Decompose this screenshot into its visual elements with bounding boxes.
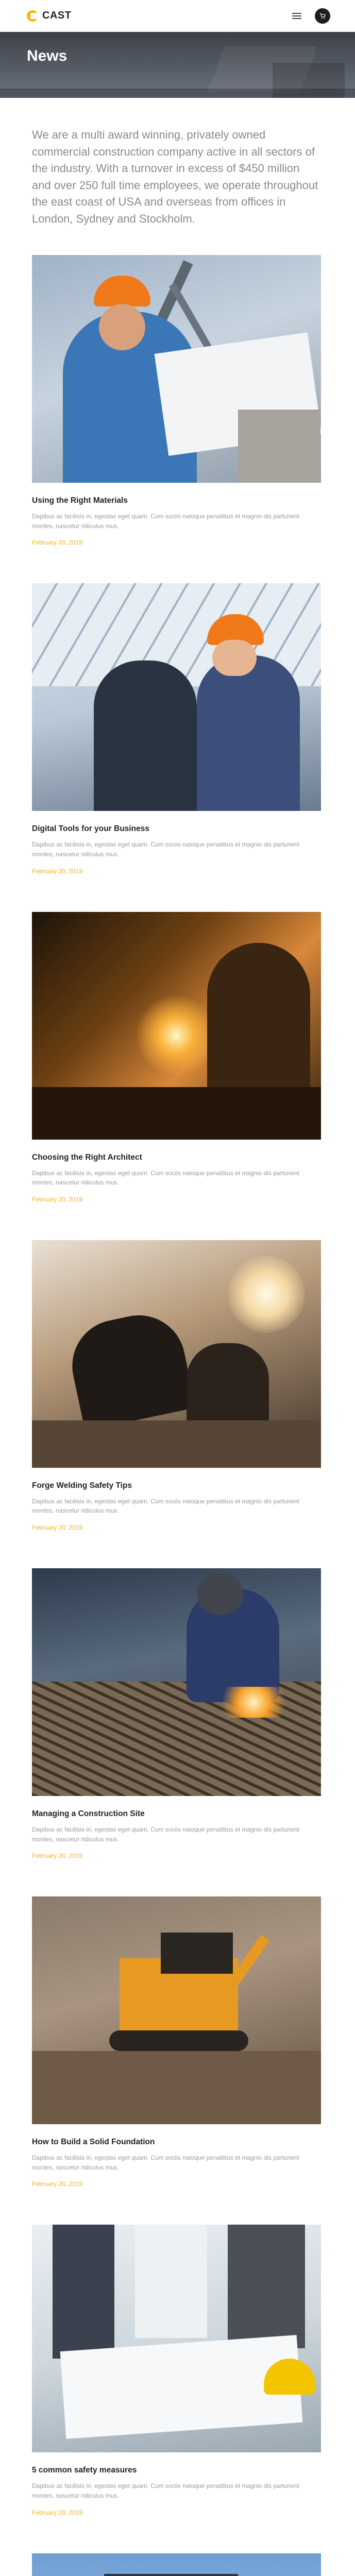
post-excerpt: Dapibus ac facilisis in, egestas eget quam. Cum sociis natoque penatibus et magnis dis parturient montes, nascetur ridiculus mus. [32, 2154, 299, 2171]
post-card [32, 2225, 321, 2516]
post-image-glass-roof[interactable] [32, 583, 321, 811]
post-title[interactable]: How to Build a Solid Foundation [32, 2138, 155, 2147]
post-title[interactable]: Digital Tools for your Business [32, 824, 149, 834]
menu-icon[interactable] [292, 13, 301, 19]
page-hero [0, 32, 355, 98]
site-header [0, 0, 355, 32]
post-date[interactable]: February 20, 2019 [32, 867, 83, 875]
post-date[interactable]: February 20, 2019 [32, 1195, 83, 1203]
post-date[interactable]: February 20, 2019 [32, 539, 83, 547]
post-title[interactable]: Forge Welding Safety Tips [32, 1481, 132, 1490]
post-image-team-plans[interactable] [32, 2225, 321, 2452]
page-title: News [27, 47, 67, 64]
post-card [32, 1240, 321, 1531]
post-title[interactable]: Using the Right Materials [32, 496, 128, 505]
post-image-rebar-welder[interactable] [32, 1568, 321, 1796]
cart-icon [319, 12, 326, 20]
post-title[interactable]: Choosing the Right Architect [32, 1153, 142, 1162]
post-excerpt: Dapibus ac facilisis in, egestas eget quam. Cum sociis natoque penatibus et magnis dis parturient montes, nascetur ridiculus mus. [32, 841, 299, 858]
post-image-welder[interactable] [32, 912, 321, 1140]
post-excerpt: Dapibus ac facilisis in, egestas eget quam. Cum sociis natoque penatibus et magnis dis parturient montes, nascetur ridiculus mus. [32, 2482, 299, 2499]
post-date[interactable]: February 20, 2019 [32, 2509, 83, 2516]
post-excerpt: Dapibus ac facilisis in, egestas eget quam. Cum sociis natoque penatibus et magnis dis parturient montes, nascetur ridiculus mus. [32, 1169, 299, 1187]
post-excerpt: Dapibus ac facilisis in, egestas eget quam. Cum sociis natoque penatibus et magnis dis parturient montes, nascetur ridiculus mus. [32, 513, 299, 530]
post-image-excavator[interactable] [32, 1896, 321, 2124]
logo-icon [27, 10, 38, 22]
posts-list [0, 255, 355, 2576]
post-date[interactable]: February 20, 2019 [32, 1852, 83, 1860]
site-logo[interactable] [27, 10, 71, 22]
post-excerpt: Dapibus ac facilisis in, egestas eget quam. Cum sociis natoque penatibus et magnis dis parturient montes, nascetur ridiculus mus. [32, 1497, 299, 1515]
logo-text: CAST [42, 10, 72, 21]
post-image-workers-sunset[interactable] [32, 1240, 321, 1468]
cart-button[interactable] [315, 8, 330, 24]
post-title[interactable]: Managing a Construction Site [32, 1809, 145, 1819]
post-image-engineer[interactable] [32, 255, 321, 483]
post-excerpt: Dapibus ac facilisis in, egestas eget quam. Cum sociis natoque penatibus et magnis dis parturient montes, nascetur ridiculus mus. [32, 1826, 299, 1843]
post-card [32, 1896, 321, 2188]
post-card [32, 912, 321, 1203]
post-date[interactable]: February 20, 2019 [32, 2180, 83, 2188]
post-card [32, 1568, 321, 1859]
post-title[interactable]: 5 common safety measures [32, 2466, 137, 2475]
post-date[interactable]: February 20, 2019 [32, 1524, 83, 1532]
post-card [32, 255, 321, 546]
post-card [32, 2553, 321, 2576]
intro-paragraph: We are a multi award winning, privately owned commercial construction company active in all sectors of the industry. With a turnover in excess of $450 million and over 250 full time employees, we operate throughout the east coast of USA and overseas from offices in London, Sydney and Stockholm. [32, 128, 318, 225]
post-card [32, 583, 321, 874]
post-image-crane-helmet[interactable] [32, 2553, 321, 2576]
